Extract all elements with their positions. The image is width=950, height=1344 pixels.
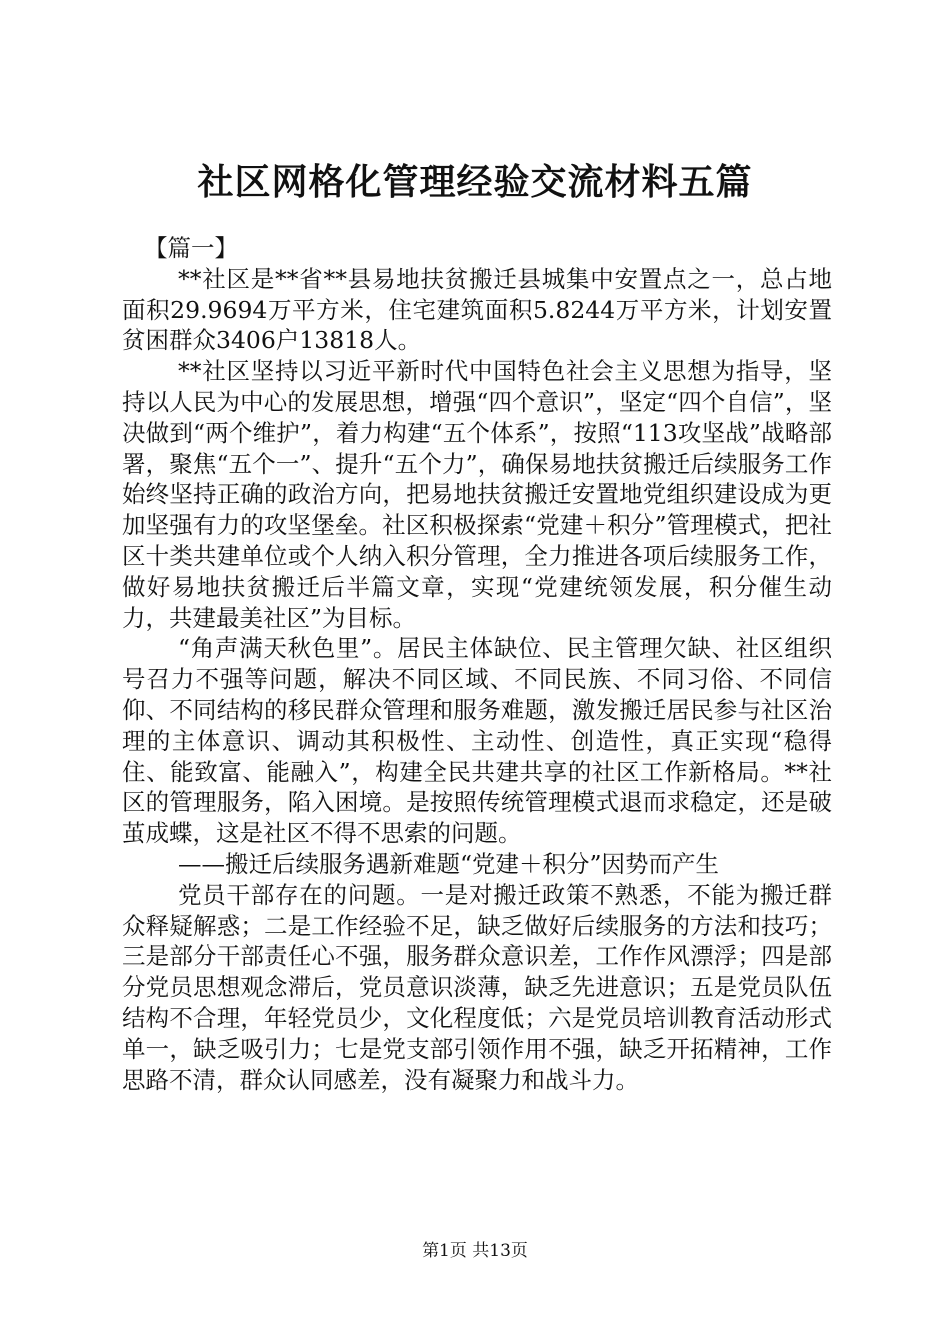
paragraph-1: **社区是**省**县易地扶贫搬迁县城集中安置点之一，总占地面积29.9694万平方米，住宅建筑面积5.8244万平方米，计划安置贫困群众3406户13818人。 [122,264,832,355]
paragraph-3: “角声满天秋色里”。居民主体缺位、民主管理欠缺、社区组织号召力不强等问题，解决不同区域、不同民族、不同习俗、不同信仰、不同结构的移民群众管理和服务难题，激发搬迁居民参与社区治理的主体意识、调动其积极性、主动性、创造性，真正实现“稳得住、能致富、能融入”，构建全民共建共享的社区工作新格局。**社区的管理服务，陷入困境。是按照传统管理模式退而求稳定，还是破茧成蝶，这是社区不得不思索的问题。 [122,634,832,848]
subheading: ——搬迁后续服务遇新难题“党建＋积分”因势而产生 [178,849,720,878]
document-body [122,233,832,1095]
paragraph-2: **社区坚持以习近平新时代中国特色社会主义思想为指导，坚持以人民为中心的发展思想，增强“四个意识”，坚定“四个自信”，坚决做到“两个维护”，着力构建“五个体系”，按照“113攻坚战”战略部署，聚焦“五个一”、提升“五个力”，确保易地扶贫搬迁后续服务工作始终坚持正确的政治方向，把易地扶贫搬迁安置地党组织建设成为更加坚强有力的攻坚堡垒。社区积极探索“党建＋积分”管理模式，把社区十类共建单位或个人纳入积分管理，全力推进各项后续服务工作，做好易地扶贫搬迁后半篇文章，实现“党建统领发展，积分催生动力，共建最美社区”为目标。 [122,357,832,632]
document-title: 社区网格化管理经验交流材料五篇 [197,161,753,203]
section-label: 【篇一】 [144,234,238,262]
page-footer: 第1页 共13页 [422,1241,528,1261]
paragraph-4: 党员干部存在的问题。一是对搬迁政策不熟悉，不能为搬迁群众释疑解惑；二是工作经验不足，缺乏做好后续服务的方法和技巧；三是部分干部责任心不强，服务群众意识差，工作作风漂浮；四是部分党员思想观念滞后，党员意识淡薄，缺乏先进意识；五是党员队伍结构不合理，年轻党员少，文化程度低；六是党员培训教育活动形式单一，缺乏吸引力；七是党支部引领作用不强，缺乏开拓精神，工作思路不清，群众认同感差，没有凝聚力和战斗力。 [122,880,832,1094]
